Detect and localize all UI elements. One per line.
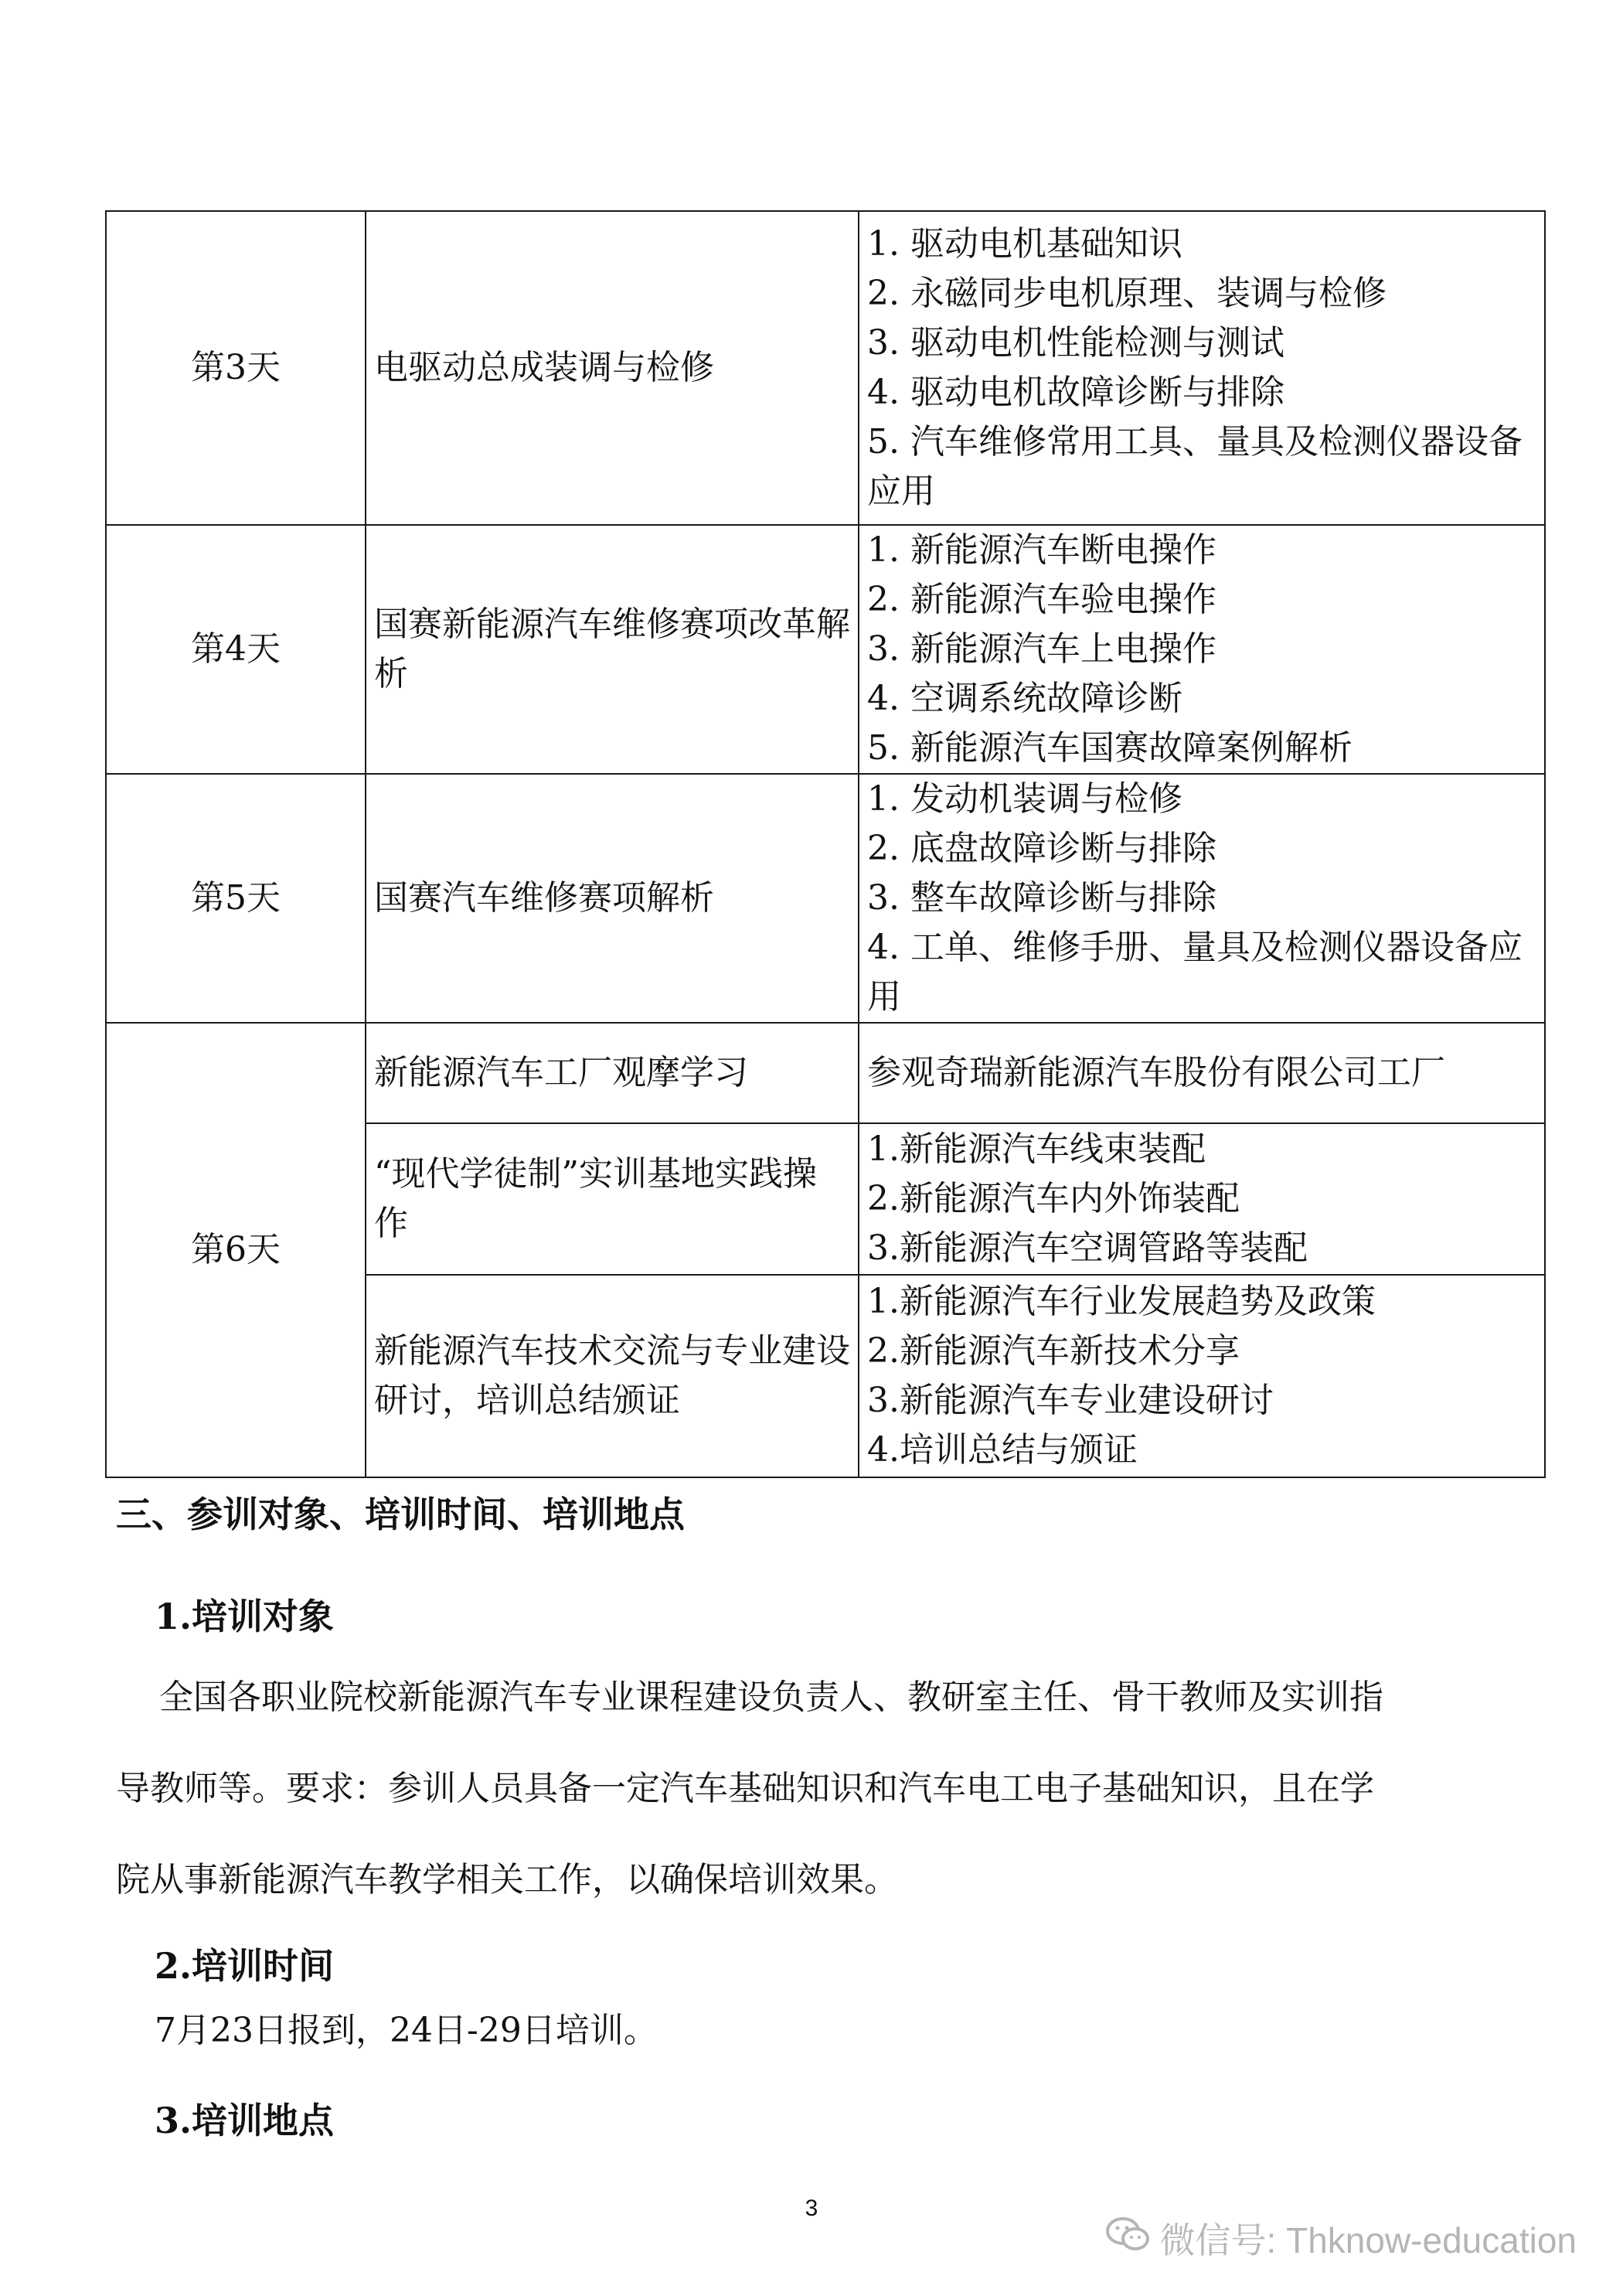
table-row-day3 bbox=[106, 211, 1545, 525]
topic-cell: “现代学徒制”实训基地实践操作 bbox=[366, 1123, 859, 1275]
subheading-training-time: 2.培训时间 bbox=[155, 1945, 335, 1987]
list-item: 1. 发动机装调与检修 bbox=[867, 779, 1182, 819]
list-item: 3.新能源汽车专业建设研讨 bbox=[867, 1381, 1274, 1420]
items-cell bbox=[859, 1275, 1545, 1477]
topic-cell: 国赛新能源汽车维修赛项改革解析 bbox=[366, 525, 859, 774]
list-item: 1. 新能源汽车断电操作 bbox=[867, 530, 1216, 570]
table-row-day4 bbox=[106, 525, 1545, 774]
list-item: 5. 汽车维修常用工具、量具及检测仪器设备应用 bbox=[867, 422, 1523, 511]
paragraph-target-audience: 全国各职业院校新能源汽车专业课程建设负责人、教研室主任、骨干教师及实训指导教师等。要求：参训人员具备一定汽车基础知识和汽车电工电子基础知识，且在学院从事新能源汽车教学相关工作，以确保培训效果。 bbox=[116, 1678, 1383, 1899]
list-item: 3. 新能源汽车上电操作 bbox=[867, 629, 1216, 669]
list-item: 2. 底盘故障诊断与排除 bbox=[867, 829, 1216, 868]
day-cell: 第5天 bbox=[106, 774, 366, 1023]
items-cell bbox=[859, 525, 1545, 774]
list-item: 4. 工单、维修手册、量具及检测仪器设备应用 bbox=[867, 928, 1523, 1017]
list-item: 1.新能源汽车线束装配 bbox=[867, 1129, 1206, 1169]
watermark-text: 微信号: Thknow-education bbox=[1159, 2220, 1577, 2260]
subheading-training-location: 3.培训地点 bbox=[155, 2100, 335, 2141]
topic-cell: 新能源汽车技术交流与专业建设研讨，培训总结颁证 bbox=[366, 1275, 859, 1477]
day-cell: 第4天 bbox=[106, 525, 366, 774]
list-item: 2.新能源汽车内外饰装配 bbox=[867, 1179, 1240, 1218]
list-item: 4. 驱动电机故障诊断与排除 bbox=[867, 373, 1284, 412]
watermark bbox=[1104, 2213, 1577, 2264]
list-item: 2. 新能源汽车验电操作 bbox=[867, 580, 1216, 619]
list-item: 5. 新能源汽车国赛故障案例解析 bbox=[867, 728, 1352, 768]
list-item: 4. 空调系统故障诊断 bbox=[867, 679, 1182, 718]
items-cell bbox=[859, 1023, 1545, 1123]
subheading-target-audience: 1.培训对象 bbox=[155, 1596, 335, 1637]
list-item: 3.新能源汽车空调管路等装配 bbox=[867, 1228, 1308, 1268]
list-item: 1. 驱动电机基础知识 bbox=[867, 224, 1182, 264]
items-cell bbox=[859, 774, 1545, 1023]
table-row-day5 bbox=[106, 774, 1545, 1023]
list-item: 3. 整车故障诊断与排除 bbox=[867, 878, 1216, 918]
topic-cell: 电驱动总成装调与检修 bbox=[366, 211, 859, 525]
topic-cell: 新能源汽车工厂观摩学习 bbox=[366, 1023, 859, 1123]
items-cell bbox=[859, 1123, 1545, 1275]
schedule-table bbox=[105, 210, 1546, 1478]
list-item: 1.新能源汽车行业发展趋势及政策 bbox=[867, 1282, 1376, 1321]
list-item: 3. 驱动电机性能检测与测试 bbox=[867, 323, 1284, 363]
section-heading: 三、参训对象、培训时间、培训地点 bbox=[116, 1494, 685, 1535]
list-item: 2. 永磁同步电机原理、装调与检修 bbox=[867, 274, 1387, 313]
day-cell: 第3天 bbox=[106, 211, 366, 525]
wechat-icon bbox=[1104, 2214, 1151, 2263]
list-item: 2.新能源汽车新技术分享 bbox=[867, 1331, 1240, 1371]
table-row-day6-factory bbox=[106, 1023, 1545, 1123]
items-cell bbox=[859, 211, 1545, 525]
topic-cell: 国赛汽车维修赛项解析 bbox=[366, 774, 859, 1023]
day-cell: 第6天 bbox=[106, 1023, 366, 1477]
paragraph-training-time: 7月23日报到，24日-29日培训。 bbox=[155, 2011, 658, 2050]
list-item: 参观奇瑞新能源汽车股份有限公司工厂 bbox=[867, 1053, 1445, 1092]
list-item: 4.培训总结与颁证 bbox=[867, 1430, 1138, 1470]
page-number: 3 bbox=[805, 2196, 818, 2221]
